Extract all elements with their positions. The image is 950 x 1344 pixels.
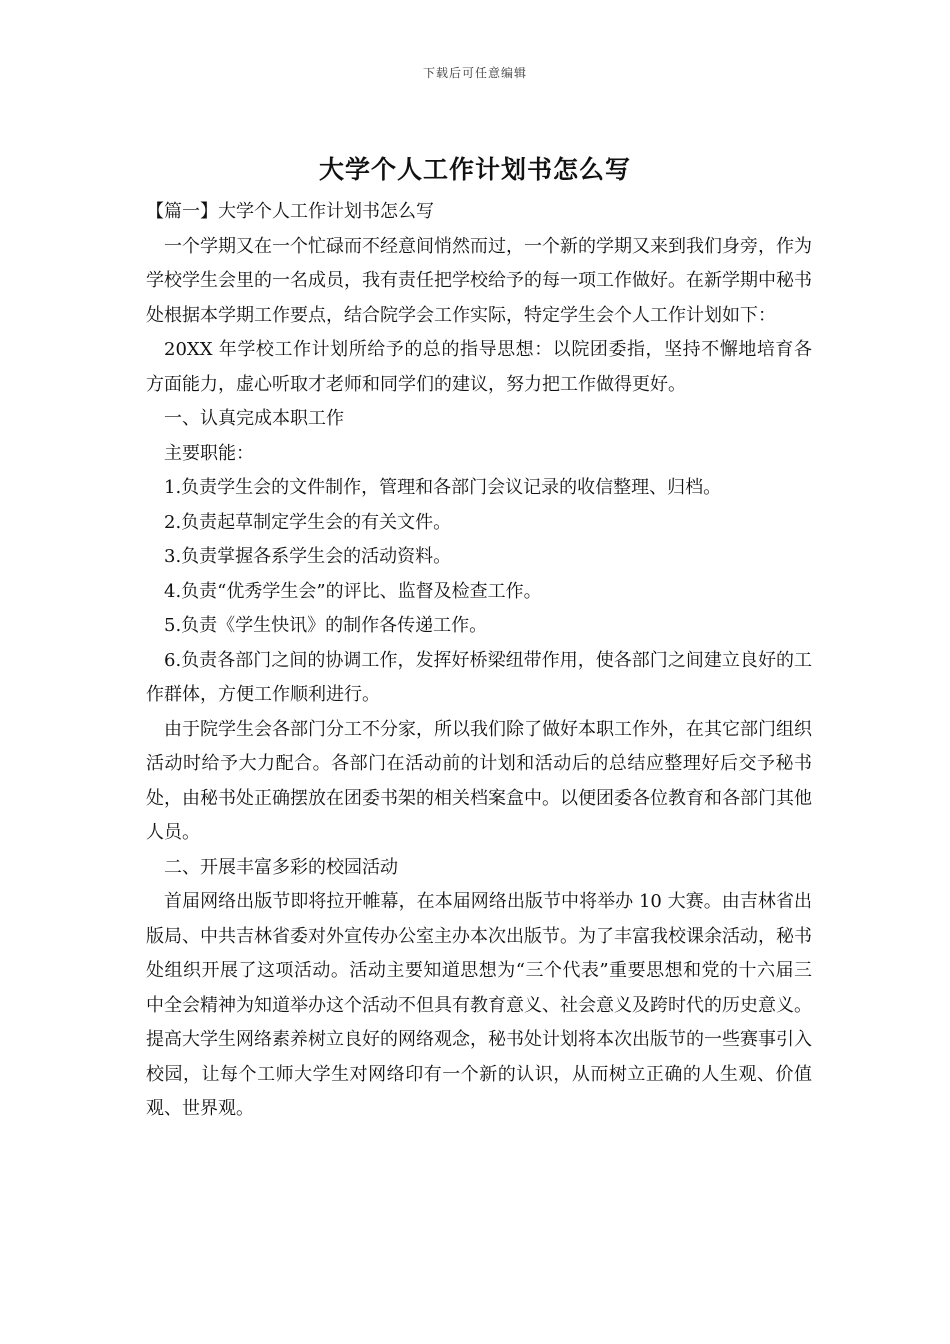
list-item-duty-3: 3.负责掌握各系学生会的活动资料。 — [164, 546, 452, 567]
list-item-duty-4: 4.负责“优秀学生会”的评比、监督及检查工作。 — [164, 580, 542, 602]
paragraph-intro: 一个学期又在一个忙碌而不经意间悄然而过，一个新的学期又来到我们身旁，作为学校学生会里的一名成员，我有责任把学校给予的每一项工作做好。在新学期中秘书处根据本学期工作要点，结合院学会工作实际，特定学生会个人工作计划如下： — [146, 235, 812, 326]
list-item-duty-1: 1.负责学生会的文件制作，管理和各部门会议记录的收信整理、归档。 — [164, 477, 722, 498]
paragraph-cooperation: 由于院学生会各部门分工不分家，所以我们除了做好本职工作外，在其它部门组织活动时给予大力配合。各部门在活动前的计划和活动后的总结应整理好后交予秘书处，由秘书处正确摆放在团委书架的相关档案盒中。以便团委各位教育和各部门其他人员。 — [146, 718, 812, 843]
document-body — [146, 195, 812, 1127]
section-heading-duties: 一、认真完成本职工作 — [164, 408, 344, 429]
paragraph-main-functions-label: 主要职能： — [164, 442, 254, 464]
header-note: 下载后可任意编辑 — [422, 66, 527, 80]
list-item-duty-2: 2.负责起草制定学生会的有关文件。 — [164, 511, 452, 533]
paragraph-guiding-thought: 20XX 年学校工作计划所给予的总的指导思想：以院团委指，坚持不懈地培育各方面能力，虚心听取才老师和同学们的建议，努力把工作做得更好。 — [146, 339, 812, 395]
section-heading-part-one: 【篇一】大学个人工作计划书怎么写 — [146, 201, 434, 222]
list-item-duty-6: 6.负责各部门之间的协调工作，发挥好桥梁纽带作用，使各部门之间建立良好的工作群体，方便工作顺利进行。 — [146, 649, 812, 705]
paragraph-publishing-festival: 首届网络出版节即将拉开帷幕，在本届网络出版节中将举办 10 大赛。由吉林省出版局、中共吉林省委对外宣传办公室主办本次出版节。为了丰富我校课余活动，秘书处组织开展了这项活动。活动主要知道思想为“三个代表”重要思想和党的十六届三中全会精神为知道举办这个活动不但具有教育意义、社会意义及跨时代的历史意义。提高大学生网络素养树立良好的网络观念，秘书处计划将本次出版节的一些赛事引入校园，让每个工师大学生对网络印有一个新的认识，从而树立正确的人生观、价值观、世界观。 — [146, 891, 812, 1119]
section-heading-activities: 二、开展丰富多彩的校园活动 — [164, 856, 398, 878]
document-title: 大学个人工作计划书怎么写 — [318, 155, 631, 184]
list-item-duty-5: 5.负责《学生快讯》的制作各传递工作。 — [164, 615, 488, 636]
